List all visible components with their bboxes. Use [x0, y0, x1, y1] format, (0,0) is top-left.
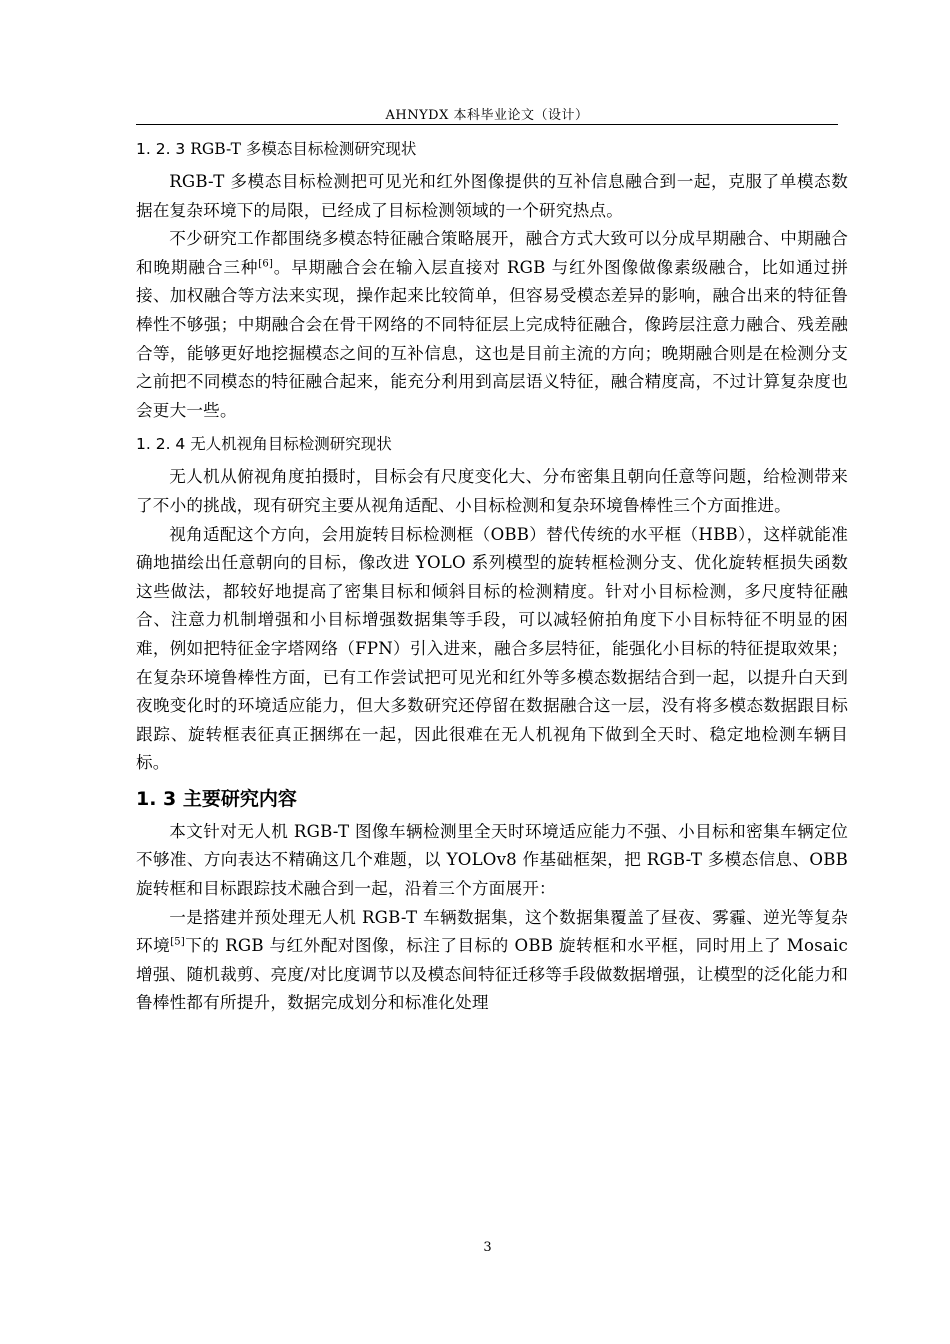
- paragraph: 本文针对无人机 RGB-T 图像车辆检测里全天时环境适应能力不强、小目标和密集车辆定位不够准、方向表达不精确这几个难题，以 YOLOv8 作基础框架，把 RGB-T 多模态信息、OBB 旋转框和目标跟踪技术融合到一起，沿着三个方面展开：: [136, 821, 848, 899]
- section-title: 无人机视角目标检测研究现状: [190, 435, 392, 454]
- page-header: AHNYDX 本科毕业论文（设计）: [385, 108, 589, 123]
- section-heading-1-3: [136, 784, 848, 814]
- citation: [6]: [258, 258, 274, 270]
- paragraph-text: 一是搭建并预处理无人机 RGB-T 车辆数据集，这个数据集覆盖了昼夜、雾霾、逆光等复杂环境: [136, 907, 848, 956]
- paragraph-text: 。早期融合会在输入层直接对 RGB 与红外图像做像素级融合，比如通过拼接、加权融合等方法来实现，操作起来比较简单，但容易受模态差异的影响，融合出来的特征鲁棒性不够强；中期融合会在骨干网络的不同特征层上完成特征融合，像跨层注意力融合、残差融合等，能够更好地挖掘模态之间的互补信息，这也是目前主流的方向；晚期融合则是在检测分支之前把不同模态的特征融合起来，能充分利用到高层语义特征，融合精度高，不过计算复杂度也会更大一些。: [136, 257, 848, 420]
- paragraph: 无人机从俯视角度拍摄时，目标会有尺度变化大、分布密集且朝向任意等问题，给检测带来了不小的挑战，现有研究主要从视角适配、小目标检测和复杂环境鲁棒性三个方面推进。: [136, 467, 848, 515]
- paragraph: 视角适配这个方向，会用旋转目标检测框（OBB）替代传统的水平框（HBB），这样就能准确地描绘出任意朝向的目标，像改进 YOLO 系列模型的旋转框检测分支、优化旋转框损失函数这些做法，都较好地提高了密集目标和倾斜目标的检测精度。针对小目标检测，多尺度特征融合、注意力机制增强和小目标增强数据集等手段，可以减轻俯拍角度下小目标特征不明显的困难，例如把特征金字塔网络（FPN）引入进来，融合多层特征，能强化小目标的特征提取效果；在复杂环境鲁棒性方面，已有工作尝试把可见光和红外等多模态数据结合到一起，以提升白天到夜晚变化时的环境适应能力，但大多数研究还停留在数据融合这一层，没有将多模态数据跟目标跟踪、旋转框表征真正捆绑在一起，因此很难在无人机视角下做到全天时、稳定地检测车辆目标。: [136, 524, 848, 773]
- section-number: 1. 2. 4: [136, 435, 186, 454]
- paragraph: [136, 904, 848, 1018]
- page-number: 3: [483, 1240, 492, 1255]
- page-body: [136, 136, 848, 1018]
- paragraph: RGB-T 多模态目标检测把可见光和红外图像提供的互补信息融合到一起，克服了单模态数据在复杂环境下的局限，已经成了目标检测领域的一个研究热点。: [136, 172, 848, 220]
- header-rule: [136, 124, 838, 125]
- section-number: 1. 2. 3: [136, 140, 186, 158]
- paragraph-text: 下的 RGB 与红外配对图像，标注了目标的 OBB 旋转框和水平框，同时用上了 Mosaic 增强、随机裁剪、亮度/对比度调节以及模态间特征迁移等手段做数据增强，让模型的泛化能力和鲁棒性都有所提升，数据完成划分和标准化处理: [136, 936, 849, 1013]
- section-heading-1-2-3: [136, 136, 848, 162]
- section-title: RGB-T 多模态目标检测研究现状: [190, 140, 417, 158]
- section-heading-1-2-4: [136, 431, 848, 457]
- section-number: 1. 3: [136, 787, 177, 810]
- paragraph-text: 不少研究工作都围绕多模态特征融合策略展开，融合方式大致可以分成早期融合、中期融合和晚期融合三种: [136, 229, 848, 277]
- section-title: 主要研究内容: [182, 787, 297, 810]
- citation: [5]: [170, 936, 185, 948]
- paragraph: [136, 225, 848, 425]
